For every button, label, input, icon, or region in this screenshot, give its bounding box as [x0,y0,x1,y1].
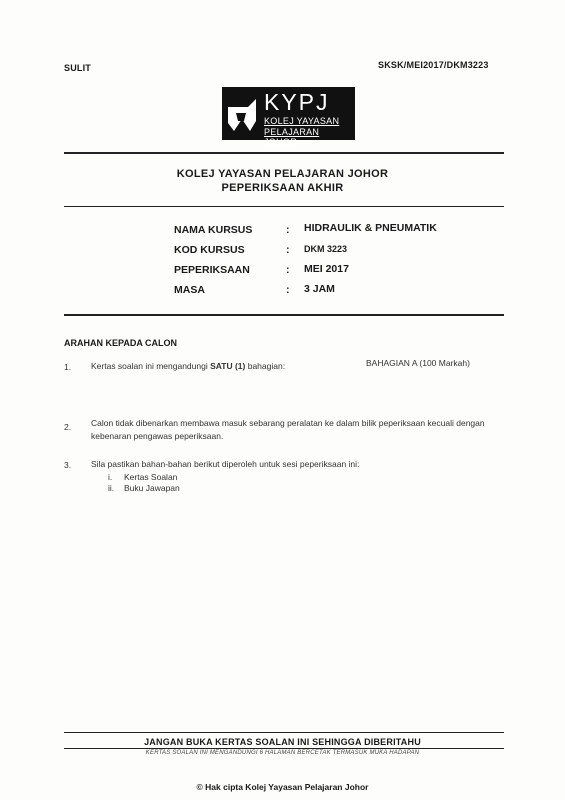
colon: : [286,244,290,256]
page-count-note: KERTAS SOALAN INI MENGANDUNGI 6 HALAMAN BERCETAK TERMASUK MUKA HADAPAN [145,750,420,756]
exam-title: PEPERIKSAAN AKHIR [221,182,344,194]
instruction-1-text: Kertas soalan ini mengandungi [91,361,211,371]
paper-code: SKSK/MEI2017/DKM3223 [378,60,489,70]
list-item-answer-book: Buku Jawapan [124,483,180,493]
item-number: 2. [64,422,72,432]
course-name-value: HIDRAULIK & PNEUMATIK [304,222,437,234]
colon: : [286,284,290,296]
item-number: 1. [64,362,72,372]
divider-footer [64,732,504,733]
divider-info-bottom [64,314,504,316]
course-name-label: NAMA KURSUS [174,224,253,236]
divider-top [64,152,504,154]
exam-session-value: MEI 2017 [304,263,349,275]
classification-label: SULIT [64,63,91,73]
duration-label: MASA [174,284,205,296]
course-code-value: DKM 3223 [304,244,348,254]
do-not-open-warning: JANGAN BUKA KERTAS SOALAN INI SEHINGGA DIBERITAHU [144,737,421,747]
logo-emblem-icon [222,87,262,140]
logo-subtitle-1: KOLEJ YAYASAN [264,116,340,126]
instruction-1 [91,361,285,371]
list-roman: ii. [108,483,115,493]
duration-value: 3 JAM [304,283,335,295]
divider-info-top [64,206,504,207]
instruction-2-line1: Calon tidak dibenarkan membawa masuk sebarang peralatan ke dalam bilik peperiksaan kecuali dengan [91,418,485,428]
divider-footer-2 [64,748,504,749]
list-item-question-paper: Kertas Soalan [124,472,178,482]
item-number: 3. [64,460,72,470]
colon: : [286,224,290,236]
copyright-notice: © Hak cipta Kolej Yayasan Pelajaran Johor [196,782,369,792]
section-marks: BAHAGIAN A (100 Markah) [366,358,470,368]
logo-subtitle-2: PELAJARAN JOHOR [264,127,320,147]
instruction-3-line1: Sila pastikan bahan-bahan berikut diperoleh untuk sesi peperiksaan ini: [91,459,360,469]
instructions-heading: ARAHAN KEPADA CALON [64,338,177,348]
instruction-2-line2: kebenaran pengawas peperiksaan. [91,431,224,441]
institution-title: KOLEJ YAYASAN PELAJARAN JOHOR [176,168,389,180]
instruction-1-bold: SATU (1) [210,361,246,371]
course-code-label: KOD KURSUS [174,244,245,256]
list-roman: i. [108,472,113,482]
kypj-logo [222,87,355,147]
instruction-1-tail: bahagian: [245,361,286,371]
colon: : [286,264,290,276]
exam-session-label: PEPERIKSAAN [174,264,250,276]
logo-wordmark: KYPJ [264,89,330,115]
